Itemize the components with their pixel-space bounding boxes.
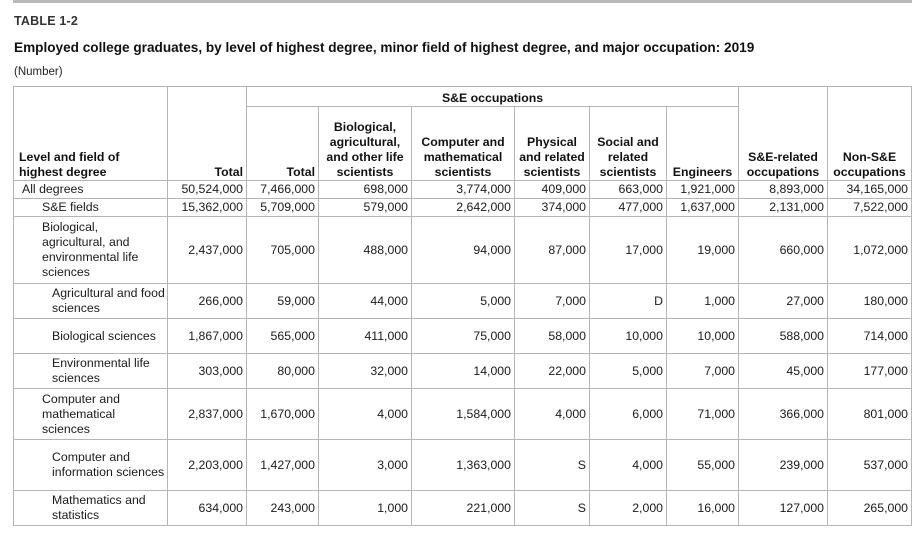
- table-cell: 409,000: [515, 181, 590, 199]
- table-row: [14, 199, 912, 217]
- row-label: S&E fields: [14, 199, 168, 217]
- top-rule: [13, 0, 912, 3]
- table-cell: 239,000: [739, 440, 828, 491]
- table-number: TABLE 1-2: [14, 14, 79, 28]
- table-cell: 2,837,000: [168, 389, 247, 440]
- table-cell: 1,584,000: [412, 389, 515, 440]
- table-cell: 7,000: [667, 354, 739, 389]
- table-cell: 537,000: [828, 440, 912, 491]
- table-cell: S: [515, 491, 590, 526]
- table-cell: 17,000: [590, 217, 667, 284]
- table-cell: 3,774,000: [412, 181, 515, 199]
- table-cell: 374,000: [515, 199, 590, 217]
- table-cell: 565,000: [247, 319, 319, 354]
- table-cell: 243,000: [247, 491, 319, 526]
- table-cell: 127,000: [739, 491, 828, 526]
- table-cell: 55,000: [667, 440, 739, 491]
- table-cell: 698,000: [319, 181, 412, 199]
- table-title: Employed college graduates, by level of highest degree, minor field of highest degree, and major occupation: 2019: [14, 40, 755, 55]
- table-body: [14, 181, 912, 526]
- table-cell: 1,670,000: [247, 389, 319, 440]
- table-cell: 366,000: [739, 389, 828, 440]
- table-cell: 180,000: [828, 284, 912, 319]
- table-cell: 19,000: [667, 217, 739, 284]
- table-row: [14, 284, 912, 319]
- table-cell: D: [590, 284, 667, 319]
- table-cell: 2,642,000: [412, 199, 515, 217]
- header-social-scientists: Social and related scientists: [590, 107, 667, 181]
- table-cell: 303,000: [168, 354, 247, 389]
- row-label: Agricultural and food sciences: [14, 284, 168, 319]
- table-cell: 22,000: [515, 354, 590, 389]
- table-cell: 1,000: [319, 491, 412, 526]
- table-cell: 4,000: [319, 389, 412, 440]
- table-row: [14, 440, 912, 491]
- table-cell: 6,000: [590, 389, 667, 440]
- table-cell: 1,427,000: [247, 440, 319, 491]
- table-cell: 71,000: [667, 389, 739, 440]
- table-cell: 579,000: [319, 199, 412, 217]
- row-label: Environmental life sciences: [14, 354, 168, 389]
- table-cell: 3,000: [319, 440, 412, 491]
- table-cell: S: [515, 440, 590, 491]
- header-total: Total: [168, 87, 247, 181]
- header-se-occupations: S&E occupations: [247, 87, 739, 107]
- table-cell: 16,000: [667, 491, 739, 526]
- header-bio-scientists: Biological, agricultural, and other life scientists: [319, 107, 412, 181]
- table-cell: 2,131,000: [739, 199, 828, 217]
- table-cell: 663,000: [590, 181, 667, 199]
- table-cell: 477,000: [590, 199, 667, 217]
- header-se-total: Total: [247, 107, 319, 181]
- table-cell: 177,000: [828, 354, 912, 389]
- table-cell: 7,522,000: [828, 199, 912, 217]
- table-row: [14, 491, 912, 526]
- table-cell: 588,000: [739, 319, 828, 354]
- table-cell: 58,000: [515, 319, 590, 354]
- table-cell: 660,000: [739, 217, 828, 284]
- table-cell: 4,000: [515, 389, 590, 440]
- table-cell: 7,000: [515, 284, 590, 319]
- table-cell: 221,000: [412, 491, 515, 526]
- row-label: Biological sciences: [14, 319, 168, 354]
- table-cell: 15,362,000: [168, 199, 247, 217]
- row-label: Mathematics and statistics: [14, 491, 168, 526]
- table-cell: 8,893,000: [739, 181, 828, 199]
- table-cell: 1,867,000: [168, 319, 247, 354]
- table-cell: 266,000: [168, 284, 247, 319]
- table-cell: 488,000: [319, 217, 412, 284]
- table-cell: 32,000: [319, 354, 412, 389]
- table-cell: 1,363,000: [412, 440, 515, 491]
- table-cell: 1,000: [667, 284, 739, 319]
- table-cell: 705,000: [247, 217, 319, 284]
- header-computer-math-scientists: Computer and mathematical scientists: [412, 107, 515, 181]
- table-cell: 4,000: [590, 440, 667, 491]
- header-engineers: Engineers: [667, 107, 739, 181]
- table-cell: 7,466,000: [247, 181, 319, 199]
- header-non-se: Non-S&E occupations: [828, 87, 912, 181]
- table-cell: 5,000: [590, 354, 667, 389]
- row-label: Computer and information sciences: [14, 440, 168, 491]
- table-cell: 44,000: [319, 284, 412, 319]
- table-cell: 10,000: [590, 319, 667, 354]
- table-cell: 34,165,000: [828, 181, 912, 199]
- table-row: [14, 354, 912, 389]
- table-cell: 27,000: [739, 284, 828, 319]
- header-se-related: S&E-related occupations: [739, 87, 828, 181]
- table-cell: 1,921,000: [667, 181, 739, 199]
- table-row: [14, 217, 912, 284]
- table-cell: 50,524,000: [168, 181, 247, 199]
- table-cell: 1,637,000: [667, 199, 739, 217]
- table-cell: 5,000: [412, 284, 515, 319]
- row-label: Computer and mathematical sciences: [14, 389, 168, 440]
- table-cell: 634,000: [168, 491, 247, 526]
- table-row: [14, 319, 912, 354]
- table-cell: 14,000: [412, 354, 515, 389]
- table-row: [14, 389, 912, 440]
- table-unit: (Number): [14, 66, 63, 78]
- table-cell: 10,000: [667, 319, 739, 354]
- header-physical-scientists: Physical and related scientists: [515, 107, 590, 181]
- table-cell: 801,000: [828, 389, 912, 440]
- table-cell: 2,437,000: [168, 217, 247, 284]
- table-cell: 80,000: [247, 354, 319, 389]
- header-level-field: Level and field of highest degree: [14, 87, 168, 181]
- table-cell: 2,203,000: [168, 440, 247, 491]
- table-cell: 265,000: [828, 491, 912, 526]
- table-cell: 87,000: [515, 217, 590, 284]
- table-cell: 2,000: [590, 491, 667, 526]
- table-cell: 59,000: [247, 284, 319, 319]
- row-label: All degrees: [14, 181, 168, 199]
- row-label: Biological, agricultural, and environmental life sciences: [14, 217, 168, 284]
- table-cell: 75,000: [412, 319, 515, 354]
- table-row: [14, 181, 912, 199]
- table-cell: 45,000: [739, 354, 828, 389]
- table-cell: 411,000: [319, 319, 412, 354]
- table-cell: 5,709,000: [247, 199, 319, 217]
- table-cell: 714,000: [828, 319, 912, 354]
- table-cell: 94,000: [412, 217, 515, 284]
- table-cell: 1,072,000: [828, 217, 912, 284]
- data-table: [13, 86, 912, 526]
